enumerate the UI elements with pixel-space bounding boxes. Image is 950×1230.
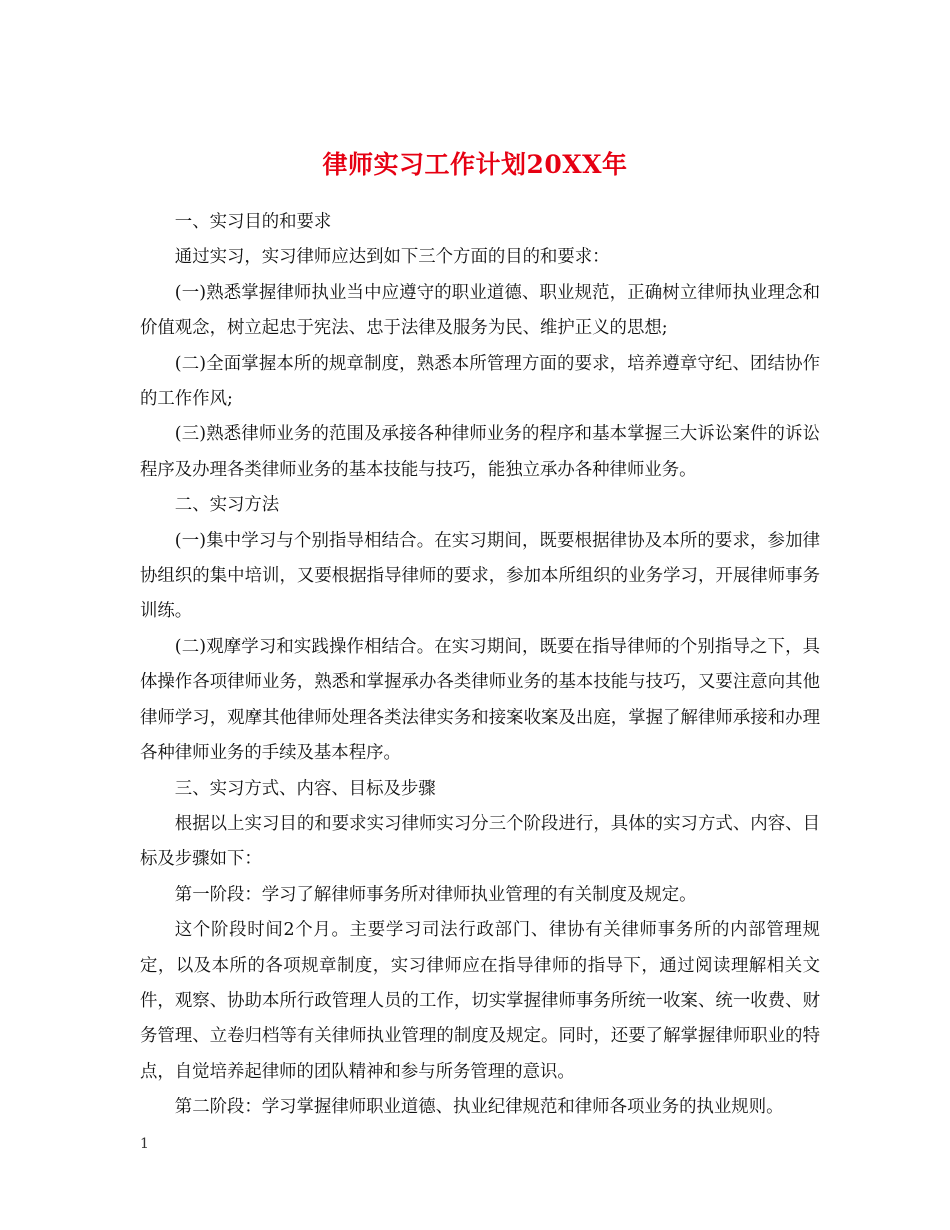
section-heading-1: 一、实习目的和要求	[174, 212, 332, 232]
body-paragraph: 通过实习，实习律师应达到如下三个方面的目的和要求：	[174, 247, 610, 268]
body-paragraph: 这个阶段时间2个月。主要学习司法行政部门、律协有关律师事务所的内部管理规定，以及本所的各项规章制度，实习律师应在指导律师的指导下，通过阅读理解相关文件，观察、协助本所行政管理人员的工作，切实掌握律师事务所统一收案、统一收费、财务管理、立卷归档等有关律师执业管理的制度及规定。同时，还要了解掌握律师职业的特点，自觉培养起律师的团队精神和参与所务管理的意识。	[140, 920, 820, 1082]
body-paragraph: (二)全面掌握本所的规章制度，熟悉本所管理方面的要求，培养遵章守纪、团结协作的工作作风;	[140, 353, 820, 410]
document-body	[140, 205, 820, 1126]
section-heading-3: 三、实习方式、内容、目标及步骤	[174, 778, 436, 799]
stage-heading-1: 第一阶段：学习了解律师事务所对律师执业管理的有关制度及规定。	[174, 884, 697, 905]
page-number: 1	[140, 1136, 149, 1152]
body-paragraph: (一)集中学习与个别指导相结合。在实习期间，既要根据律协及本所的要求，参加律协组织的集中培训，又要根据指导律师的要求，参加本所组织的业务学习，开展律师事务训练。	[140, 530, 820, 622]
body-paragraph: (三)熟悉律师业务的范围及承接各种律师业务的程序和基本掌握三大诉讼案件的诉讼程序及办理各类律师业务的基本技能与技巧，能独立承办各种律师业务。	[140, 424, 820, 480]
section-heading-2: 二、实习方法	[174, 495, 280, 516]
body-paragraph: (一)熟悉掌握律师执业当中应遵守的职业道德、职业规范，正确树立律师执业理念和价值观念，树立起忠于宪法、忠于法律及服务为民、维护正义的思想;	[140, 282, 820, 339]
body-paragraph: 根据以上实习目的和要求实习律师实习分三个阶段进行，具体的实习方式、内容、目标及步骤如下：	[140, 813, 820, 870]
document-title: 律师实习工作计划20XX年	[322, 149, 628, 179]
stage-heading-2: 第二阶段：学习掌握律师职业道德、执业纪律规范和律师各项业务的执业规则。	[174, 1097, 784, 1118]
body-paragraph: (二)观摩学习和实践操作相结合。在实习期间，既要在指导律师的个别指导之下，具体操作各项律师业务，熟悉和掌握承办各类律师业务的基本技能与技巧，又要注意向其他律师学习，观摩其他律师处理各类法律实务和接案收案及出庭，掌握了解律师承接和办理各种律师业务的手续及基本程序。	[140, 636, 820, 764]
